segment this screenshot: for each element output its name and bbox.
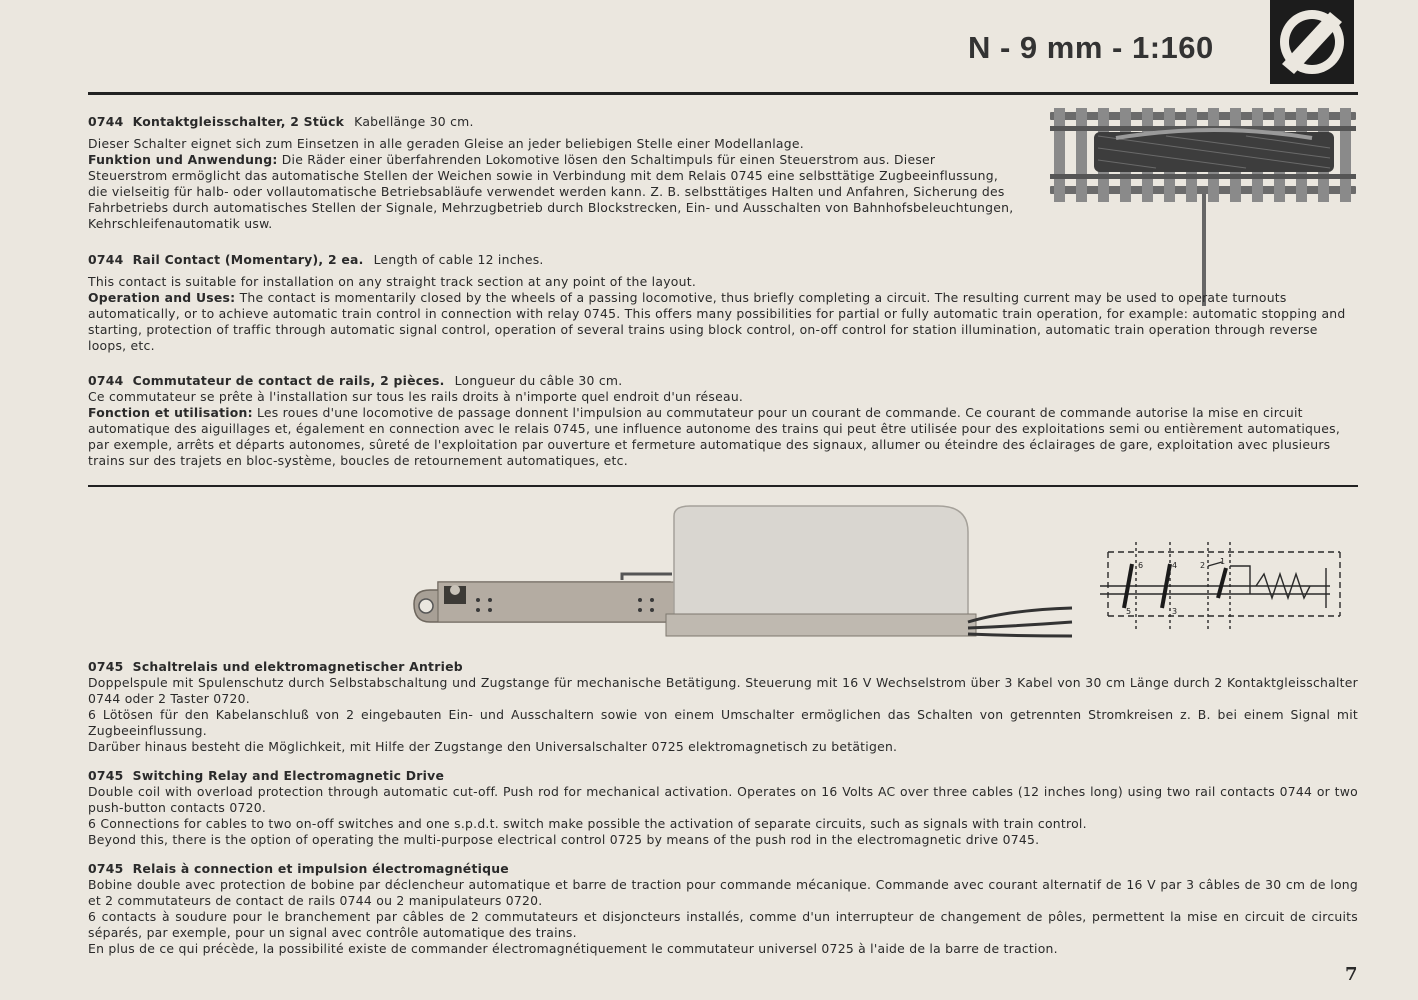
terminal-label: 6 [1138, 561, 1144, 570]
terminal-label: 5 [1126, 607, 1132, 616]
relay-illustration [408, 502, 1074, 642]
section-line: En plus de ce qui précède, la possibilité existe de commander électromagnétiquement le commutateur universel 0725 à l'aide de la barre de traction. [88, 941, 1058, 956]
page-number: 7 [1345, 964, 1358, 985]
section-line: Double coil with overload protection through automatic cut-off. Push rod for mechanical activation. Operates on 16 Volts AC over three cables (12 inches long) using two rail contacts 0744 or two push-button contacts 0720. [88, 784, 1358, 815]
header-divider [88, 92, 1358, 95]
section-line: Doppelspule mit Spulenschutz durch Selbstabschaltung und Zugstange für mechanische Betätigung. Steuerung mit 16 V Wechselstrom über 3 Kabel von 30 cm Länge durch 2 Kontaktgleisschalter 0744 oder 2 Taster 0720. [88, 675, 1358, 706]
section-0745-de [88, 659, 1358, 755]
relay-circuit-schematic [1090, 538, 1360, 634]
section-line: 6 Lötösen für den Kabelanschluß von 2 eingebauten Ein- und Ausschaltern sowie von einem Umschalter ermöglichen das Schalten von getrennten Stromkreisen z. B. bei einem Signal mit Zugbeeinflussung. [88, 707, 1358, 738]
terminal-label: 4 [1172, 561, 1178, 570]
section-heading: 0745 Switching Relay and Electromagnetic Drive [88, 768, 445, 783]
section-heading: 0744 Rail Contact (Momentary), 2 ea. Length of cable 12 inches. [88, 252, 544, 267]
section-0744-de [88, 114, 1018, 232]
terminal-label: 2 [1200, 561, 1206, 570]
section-0744-en [88, 252, 1358, 354]
section-line: Darüber hinaus besteht die Möglichkeit, mit Hilfe der Zugstange den Universalschalter 0725 elektromagnetisch zu betätigen. [88, 739, 898, 754]
section-line: Bobine double avec protection de bobine par déclencheur automatique et barre de traction pour commande mécanique. Commande avec courant alternatif de 16 V par 3 câbles de 30 cm de long et 2 commutateurs de contact de rails 0744 ou 2 manipulateurs 0720. [88, 877, 1358, 908]
section-0745-en [88, 768, 1358, 848]
section-intro: Ce commutateur se prête à l'installation sur tous les rails droits à n'importe quel endroit d'un réseau. [88, 389, 744, 404]
terminal-label: 1 [1220, 557, 1226, 566]
page-title: N - 9 mm - 1:160 [968, 30, 1214, 65]
section-0744-fr [88, 373, 1358, 469]
section-intro: Dieser Schalter eignet sich zum Einsetzen in alle geraden Gleise an jeder beliebigen Stelle einer Modellanlage. [88, 136, 804, 151]
section-0745-fr [88, 861, 1358, 957]
brand-logo [1270, 0, 1354, 84]
section-line: 6 Connections for cables to two on-off switches and one s.p.d.t. switch make possible the activation of separate circuits, such as signals with train control. [88, 816, 1087, 831]
section-intro: This contact is suitable for installation on any straight track section at any point of the layout. [88, 274, 697, 289]
terminal-label: 3 [1172, 607, 1178, 616]
section-body: Funktion und Anwendung: Die Räder einer überfahrenden Lokomotive lösen den Schaltimpuls für einen Steuerstrom aus. Dieser Steuerstrom ermöglicht das automatische Stellen der Weichen sowie in Verbindung mit dem Relais 0745 eine selbsttätige Zugbeeinflussung, die vielseitig für halb- oder vollautomatische Betriebsabläufe verwendet werden kann. Z. B. selbsttätiges Halten und Anfahren, Sicherung des Fahrbetriebs durch automatisches Stellen der Signale, Mehrzugbetrieb durch Blockstrecken, Ein- und Ausschalten von Bahnhofsbeleuchtungen, Kehrschleifenautomatik usw. [88, 152, 1014, 231]
section-line: 6 contacts à soudure pour le branchement par câbles de 2 commutateurs et disjoncteurs installés, comme d'un interrupteur de changement de pôles, permettent la mise en circuit de circuits séparés, par exemple, pour un signal avec contrôle automatique des trains. [88, 909, 1358, 940]
section-heading: 0745 Relais à connection et impulsion électromagnétique [88, 861, 509, 876]
section-body: Fonction et utilisation: Les roues d'une locomotive de passage donnent l'impulsion au commutateur pour un courant de commande. Ce courant de commande autorise la mise en circuit automatique des aiguillages et, également en connection avec le relais 0745, une influence autonome des trains qui peut être utilisée pour des exploitations semi ou entièrement automatiques, par exemple, arrêts et départs autonomes, sûreté de l'exploitation par ouverture et fermeture automatique des signaux, allumer ou éteindre des éclairages de gare, exploitation avec plusieurs trains sur des trajets en bloc-système, boucles de retournement automatiques, etc. [88, 405, 1341, 468]
section-divider [88, 485, 1358, 487]
section-heading: 0744 Kontaktgleisschalter, 2 Stück Kabellänge 30 cm. [88, 114, 474, 129]
section-line: Beyond this, there is the option of operating the multi-purpose electrical control 0725 by means of the push rod in the electromagnetic drive 0745. [88, 832, 1040, 847]
section-heading: 0745 Schaltrelais und elektromagnetischer Antrieb [88, 659, 463, 674]
section-body: Operation and Uses: The contact is momentarily closed by the wheels of a passing locomotive, thus briefly completing a circuit. The resulting current may be used to operate turnouts automatically, or to achieve automatic train control in connection with relay 0745. This offers many possibilities for partial or fully automatic train operation, for example: automatic stopping and starting, protection of traffic through automatic signal control, operation of several trains using block control, on-off control for station illumination, automatic train operation through reverse loops, etc. [88, 290, 1346, 353]
section-heading: 0744 Commutateur de contact de rails, 2 pièces. Longueur du câble 30 cm. [88, 373, 623, 388]
